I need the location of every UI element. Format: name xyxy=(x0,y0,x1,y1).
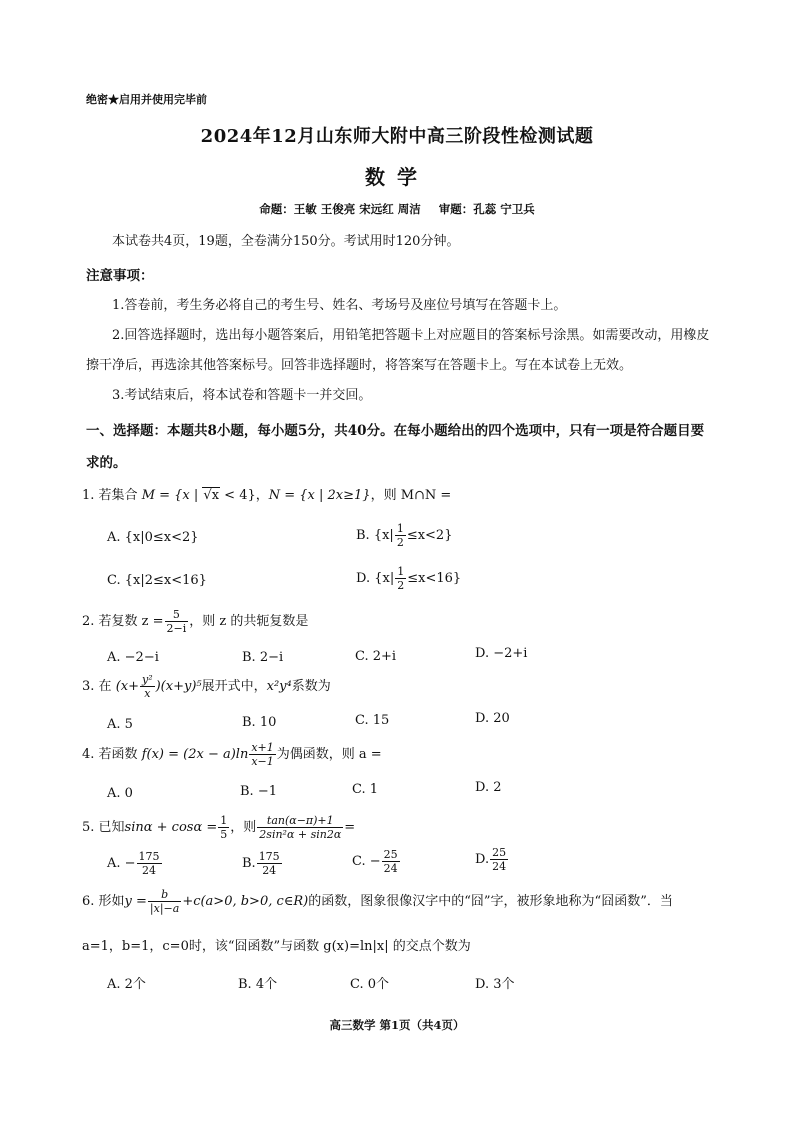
q2-option-a: A. −2−i xyxy=(107,650,159,665)
question-3: 3. 在 (x+ $\frac{\text{y²}}{x}$ )(x+y)⁵展开式中，x²y⁴系数为 xyxy=(82,673,331,700)
question-4: 4. 若函数 f(x) = (2x − a)ln $\frac{x+1}{x-1}$ 为偶函数，则 a = xyxy=(82,741,382,768)
page-footer: 高三数学 第1页（共4页） xyxy=(329,1018,465,1032)
q5-option-c: C. − $\frac{25}{24}$ xyxy=(352,848,398,875)
confidential-mark: 绝密★启用并使用完毕前 xyxy=(86,93,207,106)
reviewers: 审题：孔蕊 宁卫兵 xyxy=(438,202,535,216)
subject-title: 数学 xyxy=(365,165,429,189)
q3-option-c: C. 15 xyxy=(355,713,390,728)
question-6: 6. 形如y = $\frac{b}{|x|-a}$ +c(a>0, b>0, c∈R)的函数，图象很像汉字中的“囧”字，被形象地称为“囧函数”．当 xyxy=(82,888,673,915)
notice-item-3: 3.考试结束后，将本试卷和答题卡一并交回。 xyxy=(112,388,372,403)
q2-option-d: D. −2+i xyxy=(475,646,528,661)
intro-text: 本试卷共4页，19题，全卷满分150分。考试用时120分钟。 xyxy=(112,234,460,249)
question-6-line-2: a=1，b=1，c=0时，该“囧函数”与函数 g(x)=ln|x| 的交点个数为 xyxy=(82,939,471,954)
authors-line xyxy=(0,201,794,217)
q2-option-b: B. 2−i xyxy=(242,650,284,665)
q6-option-d: D. 3个 xyxy=(475,977,515,992)
q4-option-b: B. −1 xyxy=(240,784,277,799)
q5-option-a: A. − $\frac{175}{24}$ xyxy=(107,850,160,877)
q1-option-c: C. {x|2≤x<16} xyxy=(107,573,207,588)
question-1: 1. 若集合 M = {x | √x < 4}，N = {x | 2x≥1}，则 M∩N = xyxy=(82,488,452,503)
notice-title: 注意事项： xyxy=(86,268,154,284)
q6-option-a: A. 2个 xyxy=(107,977,146,992)
setters: 命题：王敏 王俊亮 宋远红 周洁 xyxy=(259,202,421,216)
notice-item-2: 2.回答选择题时，选出每小题答案后，用铅笔把答题卡上对应题目的答案标号涂黑。如需要改动，用橡皮擦干净后，再选涂其他答案标号。回答非选择题时，将答案写在答题卡上。写在本试卷上无效。 xyxy=(86,328,710,373)
exam-title: 2024年12月山东师大附中高三阶段性检测试题 xyxy=(200,126,594,147)
question-2: 2. 若复数 z = $\frac{5}{2-i}$ ，则 z 的共轭复数是 xyxy=(82,608,309,635)
q5-option-b: B. $\frac{175}{24}$ xyxy=(242,850,280,877)
q4-option-d: D. 2 xyxy=(475,780,502,795)
sqrt-x: √x xyxy=(203,488,220,503)
notice-item-1: 1.答卷前，考生务必将自己的考生号、姓名、考场号及座位号填写在答题卡上。 xyxy=(112,298,567,313)
q3-option-d: D. 20 xyxy=(475,711,510,726)
q4-option-a: A. 0 xyxy=(107,786,133,801)
q3-option-b: B. 10 xyxy=(242,715,277,730)
q3-option-a: A. 5 xyxy=(107,717,133,732)
q1-option-d: D. {x| $\frac{1}{2}$ ≤x<16} xyxy=(356,565,462,592)
q1-option-b: B. {x| $\frac{1}{2}$ ≤x<2} xyxy=(356,522,453,549)
q6-option-c: C. 0个 xyxy=(350,977,390,992)
q4-option-c: C. 1 xyxy=(352,782,379,797)
q5-option-d: D. $\frac{25}{24}$ xyxy=(475,846,507,873)
q2-option-c: C. 2+i xyxy=(355,649,397,664)
q6-option-b: B. 4个 xyxy=(238,977,278,992)
section-heading: 一、选择题：本题共8小题，每小题5分，共40分。在每小题给出的四个选项中，只有一项是符合题目要求的。 xyxy=(86,423,705,471)
q1-option-a: A. {x|0≤x<2} xyxy=(107,530,199,545)
question-5: 5. 已知sinα + cosα = $\frac{1}{5}$ ，则 $\frac{\tan(\alpha-\pi)+1}{\text{2sin²α + sin2α}}$ = xyxy=(82,814,356,841)
